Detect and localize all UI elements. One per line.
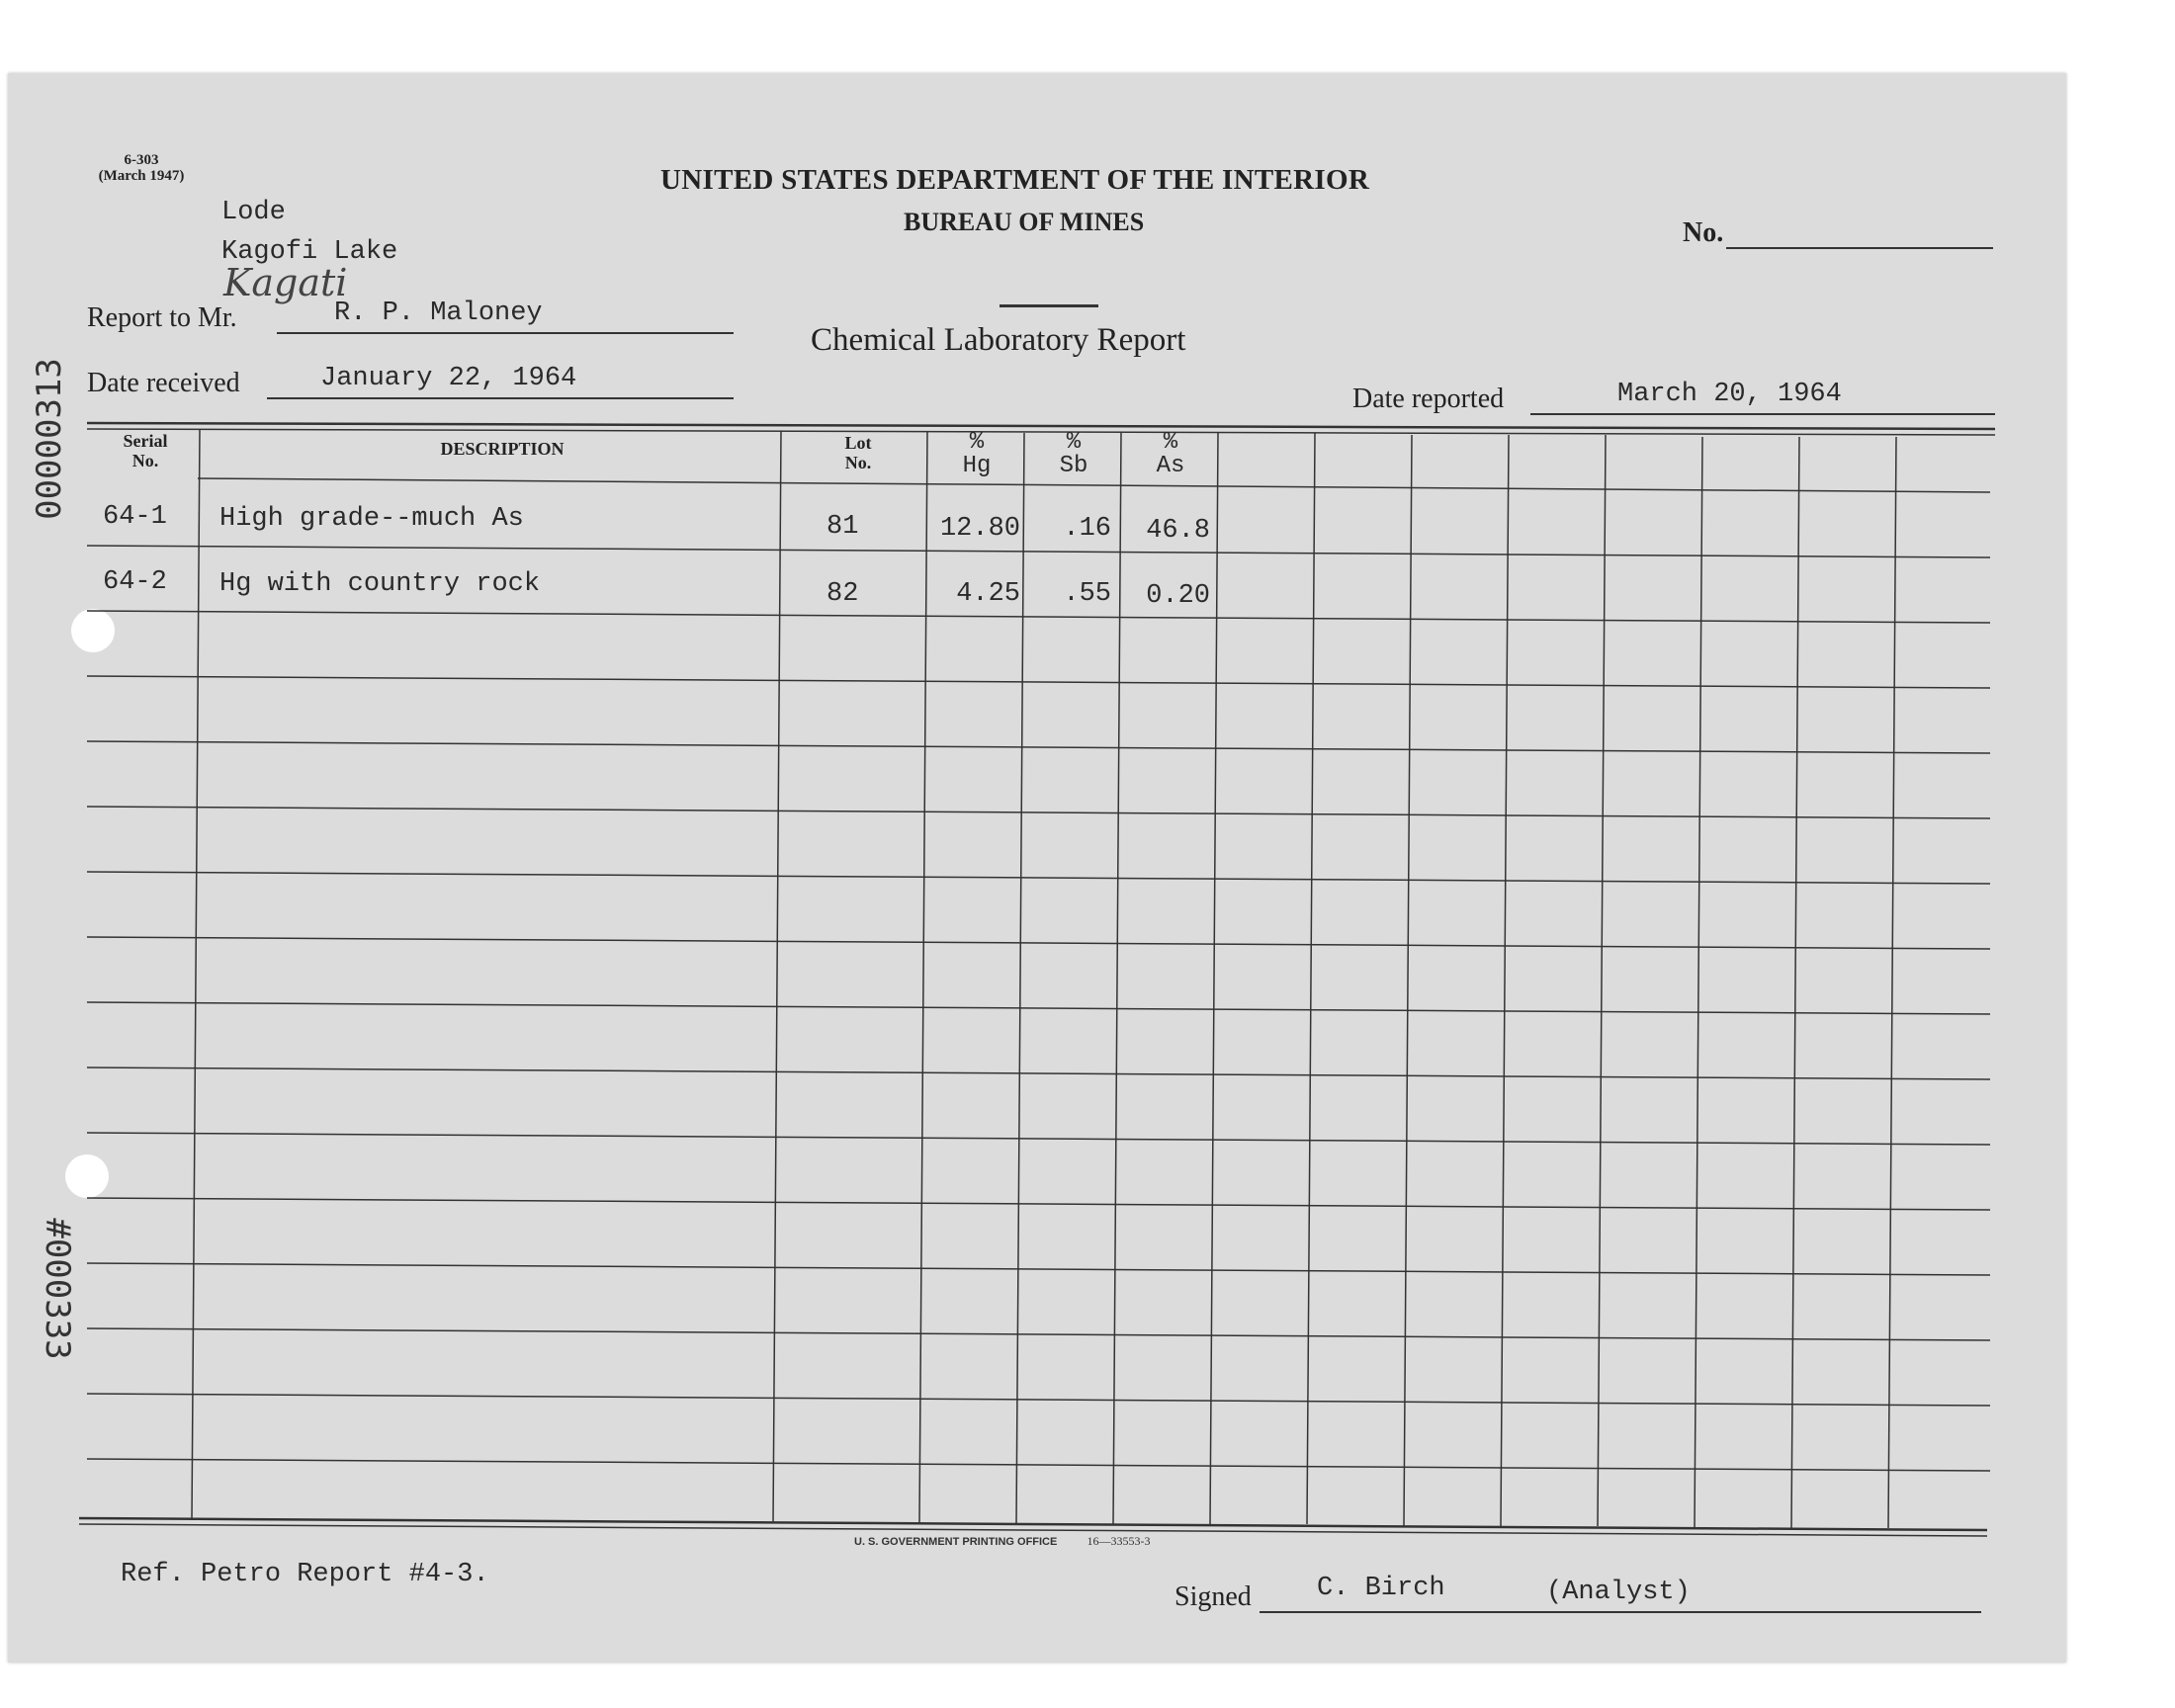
row2-hg: 4.25	[956, 579, 1020, 609]
property-line-1: Lode	[221, 198, 286, 227]
date-received-label: Date received	[87, 368, 240, 398]
date-received-value: January 22, 1964	[320, 364, 577, 393]
row1-sb: .16	[1063, 514, 1111, 544]
lot-header-line1: Lot	[844, 433, 872, 453]
department-title: UNITED STATES DEPARTMENT OF THE INTERIOR	[660, 164, 1370, 196]
printing-office	[854, 1534, 1150, 1549]
date-reported-label: Date reported	[1352, 384, 1505, 414]
printing-office-label: U. S. GOVERNMENT PRINTING OFFICE	[854, 1536, 1058, 1548]
row2-description: Hg with country rock	[219, 569, 541, 599]
row2-as: 0.20	[1146, 581, 1210, 611]
signed-label: Signed	[1174, 1581, 1252, 1612]
description-header: DESCRIPTION	[440, 439, 565, 459]
report-to-value: R. P. Maloney	[334, 299, 543, 328]
sb-header-symbol: Sb	[1059, 453, 1088, 479]
form-revision: (March 1947)	[98, 168, 185, 184]
row1-description: High grade--much As	[219, 504, 524, 534]
reference-note: Ref. Petro Report #4-3.	[121, 1560, 489, 1589]
margin-stamp-top: 00000313	[30, 358, 69, 520]
signed-value: C. Birch	[1317, 1574, 1445, 1603]
hg-header-pct: %	[969, 429, 985, 456]
no-label: No.	[1683, 217, 1724, 248]
sb-header	[1034, 431, 1113, 478]
analyst-label: (Analyst)	[1546, 1578, 1691, 1607]
serial-header	[103, 431, 188, 470]
serial-header-line2: No.	[131, 451, 159, 470]
as-header	[1131, 431, 1210, 478]
hg-header	[937, 431, 1016, 478]
as-header-pct: %	[1163, 429, 1178, 456]
report-title: Chemical Laboratory Report	[811, 322, 1186, 358]
report-table-grid	[8, 73, 2066, 1663]
report-sheet	[8, 73, 2066, 1663]
margin-stamp-bottom: #000333	[38, 1218, 77, 1360]
sb-header-pct: %	[1066, 429, 1082, 456]
row2-serial: 64-2	[103, 567, 167, 597]
hg-header-symbol: Hg	[962, 453, 992, 479]
bureau-title: BUREAU OF MINES	[904, 208, 1145, 236]
date-reported-value: March 20, 1964	[1617, 380, 1842, 409]
row1-serial: 64-1	[103, 502, 167, 532]
row1-lot: 81	[826, 512, 859, 542]
row1-hg: 12.80	[939, 514, 1020, 544]
lot-header	[819, 433, 898, 472]
property-line-2: Kagofi Lake	[221, 237, 398, 267]
printing-code: 16—33553-3	[1087, 1534, 1151, 1548]
form-code: 6-303	[124, 152, 159, 168]
row1-as: 46.8	[1146, 516, 1210, 546]
as-header-symbol: As	[1156, 453, 1185, 479]
row2-sb: .55	[1063, 579, 1111, 609]
serial-header-line1: Serial	[123, 431, 168, 451]
signature-line	[1260, 1611, 1981, 1613]
handwritten-note: Kagati	[223, 261, 348, 304]
report-to-label: Report to Mr.	[87, 302, 237, 333]
row2-lot: 82	[826, 579, 859, 609]
lot-header-line2: No.	[844, 453, 872, 472]
